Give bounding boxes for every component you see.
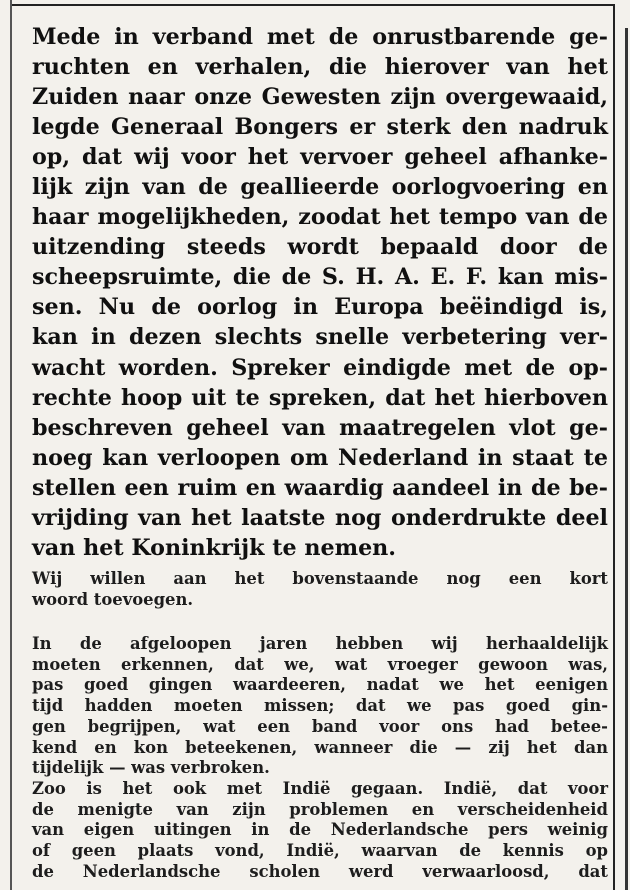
text-line: uitzending steeds wordt bepaald door de: [32, 234, 608, 261]
paragraph-3: [32, 634, 608, 779]
text-line: scheepsruimte, die de S. H. A. E. F. kan mis-: [32, 264, 608, 291]
text-line: op, dat wij voor het vervoer geheel afhanke-: [32, 144, 608, 171]
text-line: haar mogelijkheden, zoodat het tempo van de: [32, 204, 608, 231]
text-line: Wij willen aan het bovenstaande nog een kort: [32, 569, 608, 588]
text-line: moeten erkennen, dat we, wat vroeger gewoon was,: [32, 654, 608, 674]
text-line: Zoo is het ook met Indië gegaan. Indië, dat voor: [32, 779, 608, 798]
text-line: sen. Nu de oorlog in Europa beëindigd is,: [32, 294, 608, 321]
right-edge-rule: [625, 28, 628, 890]
top-border-rule: [12, 4, 614, 6]
text-line: tijd hadden moeten missen; dat we pas goed gin-: [32, 696, 608, 716]
lead-paragraph: [32, 22, 608, 563]
text-line: Mede in verband met de onrustbarende ge-: [32, 24, 608, 50]
left-border-rule: [10, 0, 12, 890]
text-line: tijdelijk — was verbroken.: [32, 758, 270, 778]
text-line: kend en kon beteekenen, wanneer die — zij het dan: [32, 737, 608, 757]
text-line: rechte hoop uit te spreken, dat het hierboven: [32, 384, 608, 411]
text-line: legde Generaal Bongers er sterk den nadruk: [32, 114, 608, 141]
text-line: wacht worden. Spreker eindigde met de op-: [32, 354, 608, 381]
text-line: In de afgeloopen jaren hebben wij herhaaldelijk: [32, 634, 608, 653]
text-line: vrijding van het laatste nog onderdrukte deel: [32, 504, 608, 531]
text-line: noeg kan verloopen om Nederland in staat te: [32, 444, 608, 471]
text-line: pas goed gingen waardeeren, nadat we het eenigen: [32, 675, 608, 695]
text-line: stellen een ruim en waardig aandeel in de be-: [32, 474, 608, 501]
text-line: de menigte van zijn problemen en verscheidenheid: [32, 799, 608, 819]
text-line: lijk zijn van de geallieerde oorlogvoering en: [32, 174, 608, 201]
paragraph-4: [32, 779, 608, 883]
text-line: van het Koninkrijk te nemen.: [32, 534, 397, 561]
text-line: de Nederlandsche scholen werd verwaarloosd, dat: [32, 861, 608, 881]
text-line: gen begrijpen, wat een band voor ons had betee-: [32, 716, 608, 736]
text-line: of geen plaats vond, Indië, waarvan de kennis op: [32, 841, 608, 861]
paragraph-2: [32, 569, 608, 610]
column-divider-rule: [613, 4, 615, 890]
text-line: kan in dezen slechts snelle verbetering ver-: [32, 324, 608, 351]
text-line: ruchten en verhalen, die hierover van het: [32, 54, 608, 81]
text-line: Zuiden naar onze Gewesten zijn overgewaaid,: [32, 84, 608, 111]
text-line: van eigen uitingen in de Nederlandsche pers weinig: [32, 820, 608, 840]
text-line: beschreven geheel van maatregelen vlot ge-: [32, 414, 608, 441]
text-line: woord toevoegen.: [32, 589, 194, 609]
